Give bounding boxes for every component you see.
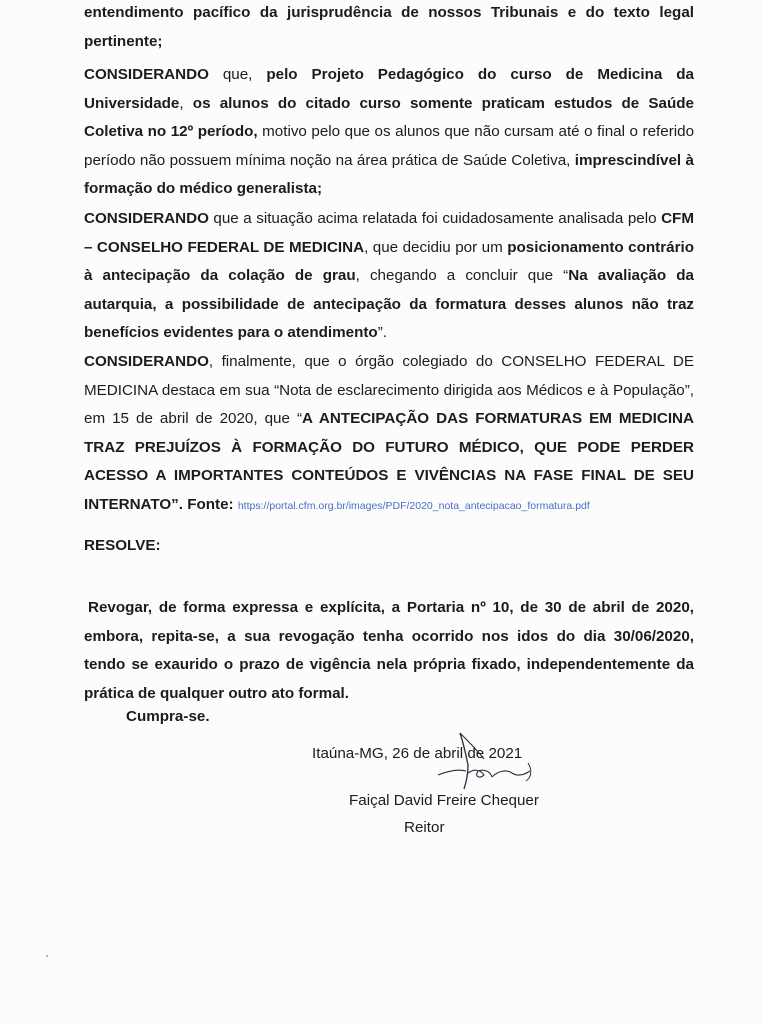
handwritten-signature bbox=[408, 725, 548, 795]
paragraph-resolution bbox=[84, 594, 694, 708]
source-link[interactable]: https://portal.cfm.org.br/images/PDF/2020_nota_antecipacao_formatura.pdf bbox=[237, 499, 590, 512]
paragraph-intro bbox=[84, 0, 694, 56]
paragraph-considerando-2 bbox=[84, 205, 694, 348]
paragraph-considerando-3 bbox=[84, 348, 694, 520]
bold-run: entendimento pacífico da jurisprudência de nossos Tribunais e do texto legal pertinente; bbox=[84, 4, 694, 50]
bold-run: CONSIDERANDO bbox=[84, 210, 209, 227]
text-run: , chegando a concluir que “ bbox=[355, 267, 569, 284]
bold-run: CONSIDERANDO bbox=[84, 66, 209, 83]
bold-run: CONSIDERANDO bbox=[84, 353, 209, 370]
place-and-date: Itaúna-MG, 26 de abril de 2021 bbox=[312, 745, 523, 762]
text-run: motivo pelo que os alunos que não cursam até o final o referido período não possuem mínima noção na área prática de Saúde Coletiva, bbox=[84, 123, 695, 169]
bold-run: posicionamento contrário à antecipação da colação de grau bbox=[84, 238, 694, 284]
bold-run: Na avaliação da autarquia, a possibilidade de antecipação da formatura desses alunos não traz benefícios evidentes para o atendimento bbox=[84, 267, 694, 341]
signatory-name: Faiçal David Freire Chequer bbox=[349, 792, 539, 809]
text-run: ”. bbox=[377, 324, 387, 341]
bold-run: Revogar, de forma expressa e explícita, a Portaria nº 10, de 30 de abril de 2020, embora, repita-se, a sua revogação tenha ocorrido nos idos do dia 30/06/2020, tendo se exaurido o prazo de vigência nela própria fixado, independentemente da prática de qualquer outro ato formal. bbox=[84, 599, 694, 702]
bold-run: imprescindível à formação do médico generalista; bbox=[84, 151, 694, 197]
text-run: que a situação acima relatada foi cuidadosamente analisada pelo bbox=[208, 210, 662, 227]
text-run: , finalmente, que o órgão colegiado do CONSELHO FEDERAL DE MEDICINA destaca em sua “Nota de esclarecimento dirigida aos Médicos e à População”, em 15 de abril de 2020, que “ bbox=[84, 353, 694, 427]
scan-speck bbox=[46, 955, 48, 957]
signatory-role: Reitor bbox=[404, 819, 445, 836]
cumpra-se-text: Cumpra-se. bbox=[126, 708, 210, 725]
text-run: , que decidiu por um bbox=[364, 238, 508, 256]
text-run: que, bbox=[208, 66, 267, 83]
bold-run: CFM – CONSELHO FEDERAL DE MEDICINA bbox=[84, 210, 694, 256]
bold-run: pelo Projeto Pedagógico do curso de Medicina da Universidade bbox=[84, 66, 694, 112]
paragraph-considerando-1 bbox=[84, 61, 694, 204]
bold-run: os alunos do citado curso somente praticam estudos de Saúde Coletiva no 12º período, bbox=[84, 94, 694, 140]
bold-run: A ANTECIPAÇÃO DAS FORMATURAS EM MEDICINA TRAZ PREJUÍZOS À FORMAÇÃO DO FUTURO MÉDICO, QUE PODE PERDER ACESSO A IMPORTANTES CONTEÚDOS E VIVÊNCIAS NA FASE FINAL DE SEU INTERNATO”. Fonte: bbox=[84, 410, 694, 513]
text-run: , bbox=[179, 94, 193, 112]
resolve-heading: RESOLVE: bbox=[84, 537, 161, 554]
